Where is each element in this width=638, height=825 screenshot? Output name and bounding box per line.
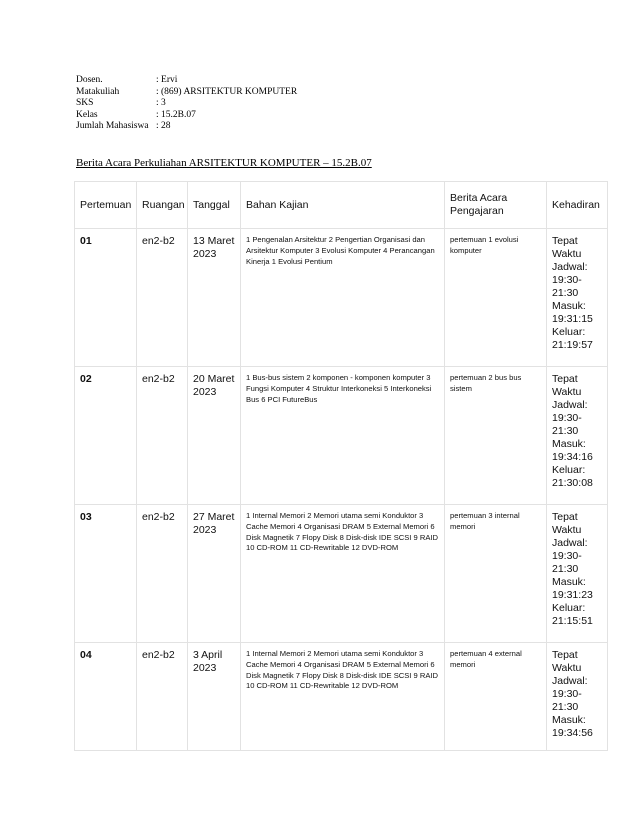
kehadiran-keluar: Keluar: 21:15:51 — [552, 602, 593, 627]
cell-ruangan: en2-b2 — [137, 643, 188, 751]
cell-berita-acara: pertemuan 2 bus bus sistem — [445, 367, 547, 505]
cell-kehadiran — [547, 505, 608, 643]
cell-tanggal: 27 Maret 2023 — [188, 505, 241, 643]
cell-bahan-kajian: 1 Bus-bus sistem 2 komponen - komponen komputer 3 Fungsi Komputer 4 Struktur Interkoneksi 5 Interkoneksi Bus 6 PCI FutureBus — [241, 367, 445, 505]
header-kehadiran: Kehadiran — [547, 182, 608, 229]
dosen-label: Dosen. — [76, 75, 103, 85]
kehadiran-masuk: Masuk: 19:34:56 — [552, 714, 593, 739]
meta-row-sks — [76, 98, 297, 110]
cell-bahan-kajian: 1 Internal Memori 2 Memori utama semi Konduktor 3 Cache Memori 4 Organisasi DRAM 5 External Memori 6 Disk Magnetik 7 Flopy Disk 8 Disk-disk IDE SCSI 9 RAID 10 CD-ROM 11 CD-Rewritable 12 DVD-ROM — [241, 643, 445, 751]
page-title: Berita Acara Perkuliahan ARSITEKTUR KOMPUTER – 15.2B.07 — [76, 157, 372, 169]
jumlah-mahasiswa-value: : 28 — [156, 121, 171, 131]
cell-ruangan: en2-b2 — [137, 505, 188, 643]
kehadiran-status: Tepat Waktu — [552, 235, 582, 260]
meta-row-dosen — [76, 75, 297, 87]
header-tanggal: Tanggal — [188, 182, 241, 229]
cell-bahan-kajian: 1 Internal Memori 2 Memori utama semi Konduktor 3 Cache Memori 4 Organisasi DRAM 5 External Memori 6 Disk Magnetik 7 Flopy Disk 8 Disk-disk IDE SCSI 9 RAID 10 CD-ROM 11 CD-Rewritable 12 DVD-ROM — [241, 505, 445, 643]
cell-pertemuan: 03 — [75, 505, 137, 643]
meta-row-kelas — [76, 110, 297, 122]
jumlah-mahasiswa-label: Jumlah Mahasiswa — [76, 121, 149, 131]
sks-value: : 3 — [156, 98, 166, 108]
cell-tanggal: 3 April 2023 — [188, 643, 241, 751]
table-row — [75, 643, 608, 751]
matakuliah-label: Matakuliah — [76, 86, 120, 97]
sks-label: SKS — [76, 98, 94, 108]
cell-tanggal: 20 Maret 2023 — [188, 367, 241, 505]
cell-berita-acara: pertemuan 1 evolusi komputer — [445, 229, 547, 367]
kehadiran-masuk: Masuk: 19:34:16 — [552, 438, 593, 463]
header-berita-acara: Berita Acara Pengajaran — [445, 182, 547, 229]
table-row — [75, 505, 608, 643]
kehadiran-masuk: Masuk: 19:31:23 — [552, 576, 593, 601]
meta-row-jumlah — [76, 121, 297, 133]
kehadiran-status: Tepat Waktu — [552, 373, 582, 398]
course-info — [76, 75, 297, 133]
cell-kehadiran — [547, 367, 608, 505]
cell-berita-acara: pertemuan 3 internal memori — [445, 505, 547, 643]
cell-ruangan: en2-b2 — [137, 367, 188, 505]
kelas-value: : 15.2B.07 — [156, 109, 196, 120]
kehadiran-jadwal: Jadwal: 19:30-21:30 — [552, 537, 588, 575]
kehadiran-jadwal: Jadwal: 19:30-21:30 — [552, 261, 588, 299]
table-row — [75, 367, 608, 505]
kelas-label: Kelas — [76, 109, 98, 120]
cell-tanggal: 13 Maret 2023 — [188, 229, 241, 367]
kehadiran-keluar: Keluar: 21:19:57 — [552, 326, 593, 351]
cell-pertemuan: 04 — [75, 643, 137, 751]
cell-pertemuan: 02 — [75, 367, 137, 505]
cell-berita-acara: pertemuan 4 external memori — [445, 643, 547, 751]
cell-kehadiran — [547, 643, 608, 751]
cell-kehadiran — [547, 229, 608, 367]
matakuliah-value: : (869) ARSITEKTUR KOMPUTER — [156, 86, 298, 97]
header-bahan-kajian: Bahan Kajian — [241, 182, 445, 229]
table-row — [75, 229, 608, 367]
header-ruangan: Ruangan — [137, 182, 188, 229]
kehadiran-jadwal: Jadwal: 19:30-21:30 — [552, 675, 588, 713]
header-pertemuan: Pertemuan — [75, 182, 137, 229]
kehadiran-jadwal: Jadwal: 19:30-21:30 — [552, 399, 588, 437]
berita-acara-table — [74, 181, 608, 751]
cell-pertemuan: 01 — [75, 229, 137, 367]
meta-row-matakuliah — [76, 87, 297, 99]
kehadiran-status: Tepat Waktu — [552, 649, 582, 674]
kehadiran-masuk: Masuk: 19:31:15 — [552, 300, 593, 325]
cell-ruangan: en2-b2 — [137, 229, 188, 367]
kehadiran-status: Tepat Waktu — [552, 511, 582, 536]
cell-bahan-kajian: 1 Pengenalan Arsitektur 2 Pengertian Organisasi dan Arsitektur Komputer 3 Evolusi Komputer 4 Perancangan Kinerja 1 Evolusi Pentium — [241, 229, 445, 367]
dosen-value: : Ervi — [156, 75, 178, 85]
table-header-row — [75, 182, 608, 229]
kehadiran-keluar: Keluar: 21:30:08 — [552, 464, 593, 489]
